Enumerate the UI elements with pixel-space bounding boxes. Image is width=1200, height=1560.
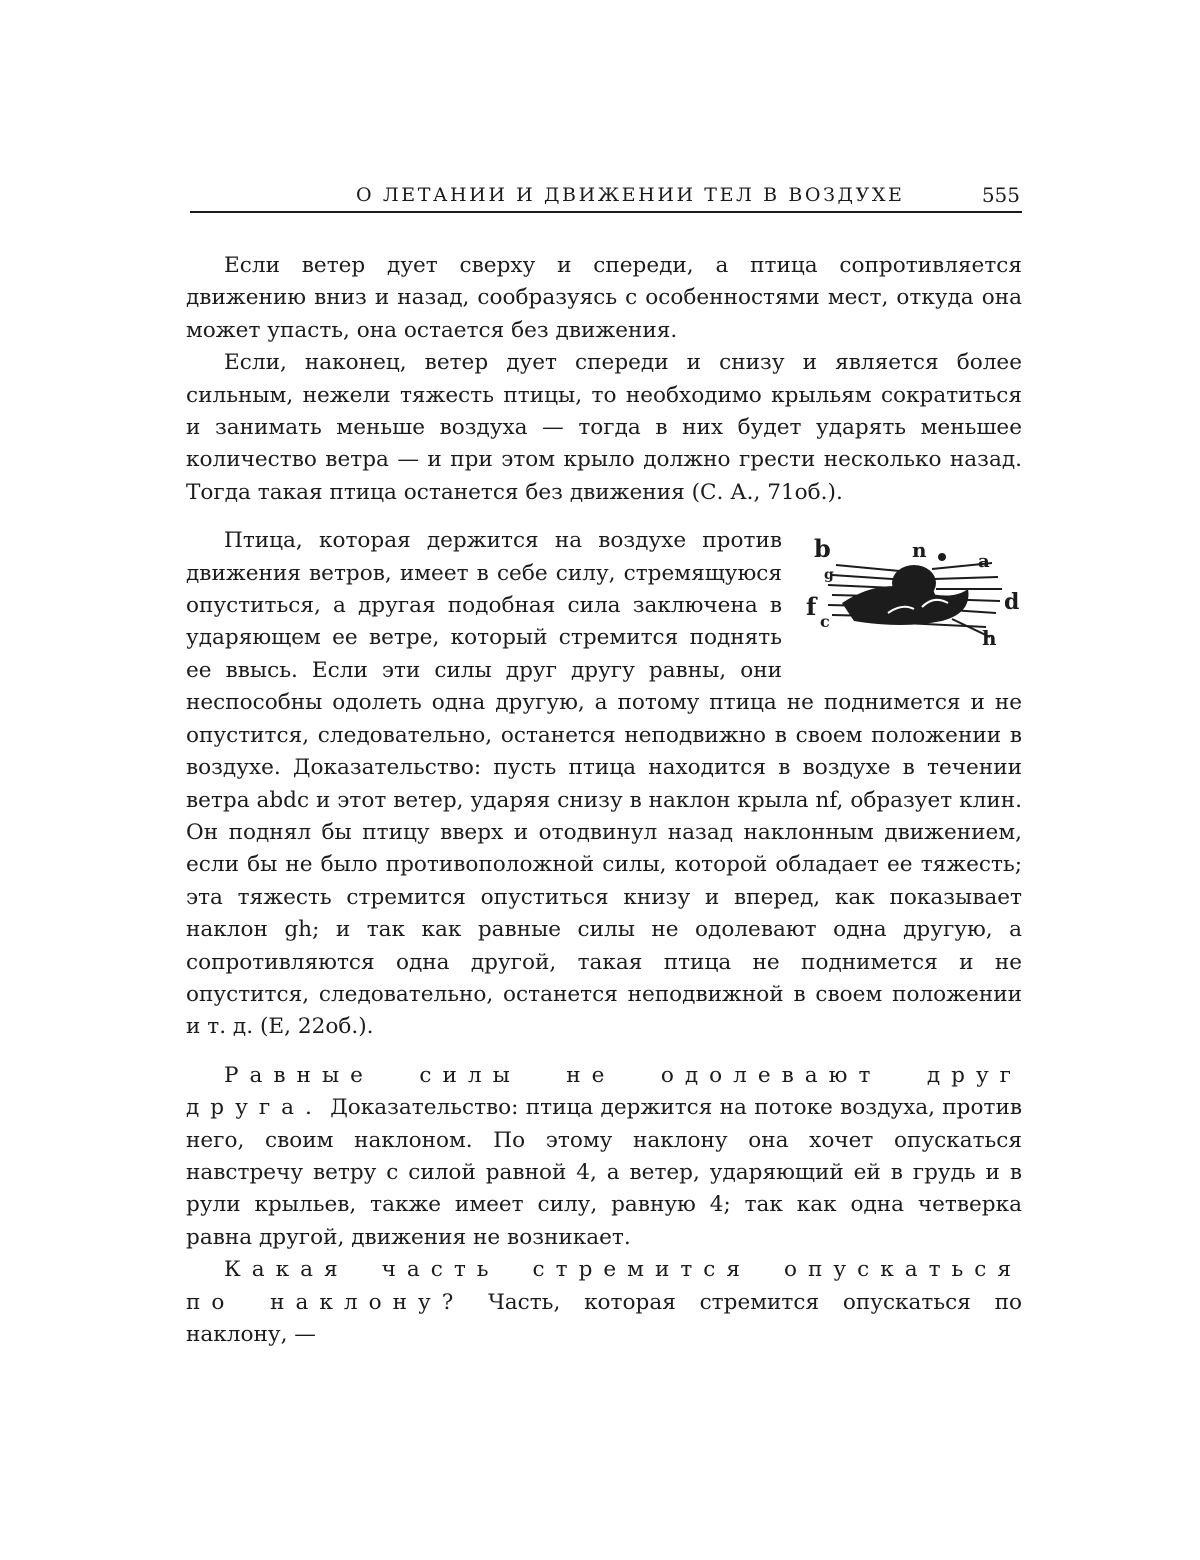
- body-text: [186, 250, 1022, 1351]
- paragraph-2: Если, наконец, ветер дует спереди и снизу и является более сильным, нежели тяжесть птицы, то необходимо крыльям сократиться и занимать меньше воздуха — тогда в них будет ударять меньшее количество ветра — и при этом крыло должно грести несколько назад. Тогда такая птица останется без движения (С. А., 71об.).: [186, 350, 1022, 505]
- paragraph-3: Птица, которая держится на воздухе против движения ветров, имеет в себе силу, стремящуюся опуститься, а другая подобная сила заключена в ударяющем ее ветре, который стремится поднять ее ввысь. Если эти силы друг другу равны, они неспособны одолеть одна другую, а потому птица не поднимется и не опустится, следовательно, останется неподвижно в своем положении в воздухе. Доказательство: пусть птица находится в воздухе в течении ветра abdc и этот ветер, ударяя снизу в наклон крыла nf, образует клин. Он поднял бы птицу вверх и отодвинул назад наклонным движением, если бы не было противоположной силы, которой обладает ее тяжесть; эта тяжесть стремится опуститься книзу и вперед, как показывает наклон gh; и так как равные силы не одолевают одна другую, а сопротивляются одна другой, такая птица не поднимется и не опустится, следовательно, останется неподвижной в своем положении и т. д. (E, 22об.).: [186, 528, 1022, 1040]
- figure-label-a: a: [978, 551, 990, 573]
- paragraph-4-heading: Равные силы не одолевают друг друга.: [186, 1062, 1022, 1121]
- figure-label-g: g: [824, 567, 834, 584]
- header-rule: [190, 211, 1022, 213]
- book-page: [186, 0, 1022, 1560]
- figure-label-n: n: [912, 538, 927, 563]
- paragraph-5: [186, 1254, 1022, 1351]
- running-head: [186, 180, 1022, 220]
- bird-in-wind-drawing: [802, 517, 1028, 655]
- figure-label-h: h: [982, 626, 997, 651]
- page-number: 555: [981, 183, 1020, 207]
- paragraph-5-heading: Какая часть стремится опускаться по наклону?: [186, 1257, 1022, 1315]
- paragraph-1: Если ветер дует сверху и спереди, а птица сопротивляется движению вниз и назад, сообразуясь с особенностями мест, откуда она может упасть, она остается без движения.: [186, 253, 1022, 343]
- figure-label-d: d: [1004, 589, 1020, 616]
- running-title: О ЛЕТАНИИ И ДВИЖЕНИИ ТЕЛ В ВОЗДУХЕ: [356, 184, 905, 206]
- figure-label-f: f: [806, 592, 817, 622]
- figure-label-c: c: [820, 612, 830, 632]
- paragraph-4-body: Доказательство: птица держится на потоке воздуха, против него, своим наклоном. По этому наклону она хочет опускаться навстречу ветру с силой равной 4, а ветер, ударяющий ей в грудь и в рули крыльев, также имеет силу, равную 4; так как одна четверка равна другой, движения не возникает.: [186, 1095, 1023, 1250]
- figure-label-b: b: [814, 534, 831, 564]
- paragraph-5-body: Часть, которая стремится опускаться по наклону, —: [186, 1289, 1022, 1347]
- paragraph-4: [186, 1060, 1022, 1254]
- bird-in-wind-figure: [802, 517, 1028, 655]
